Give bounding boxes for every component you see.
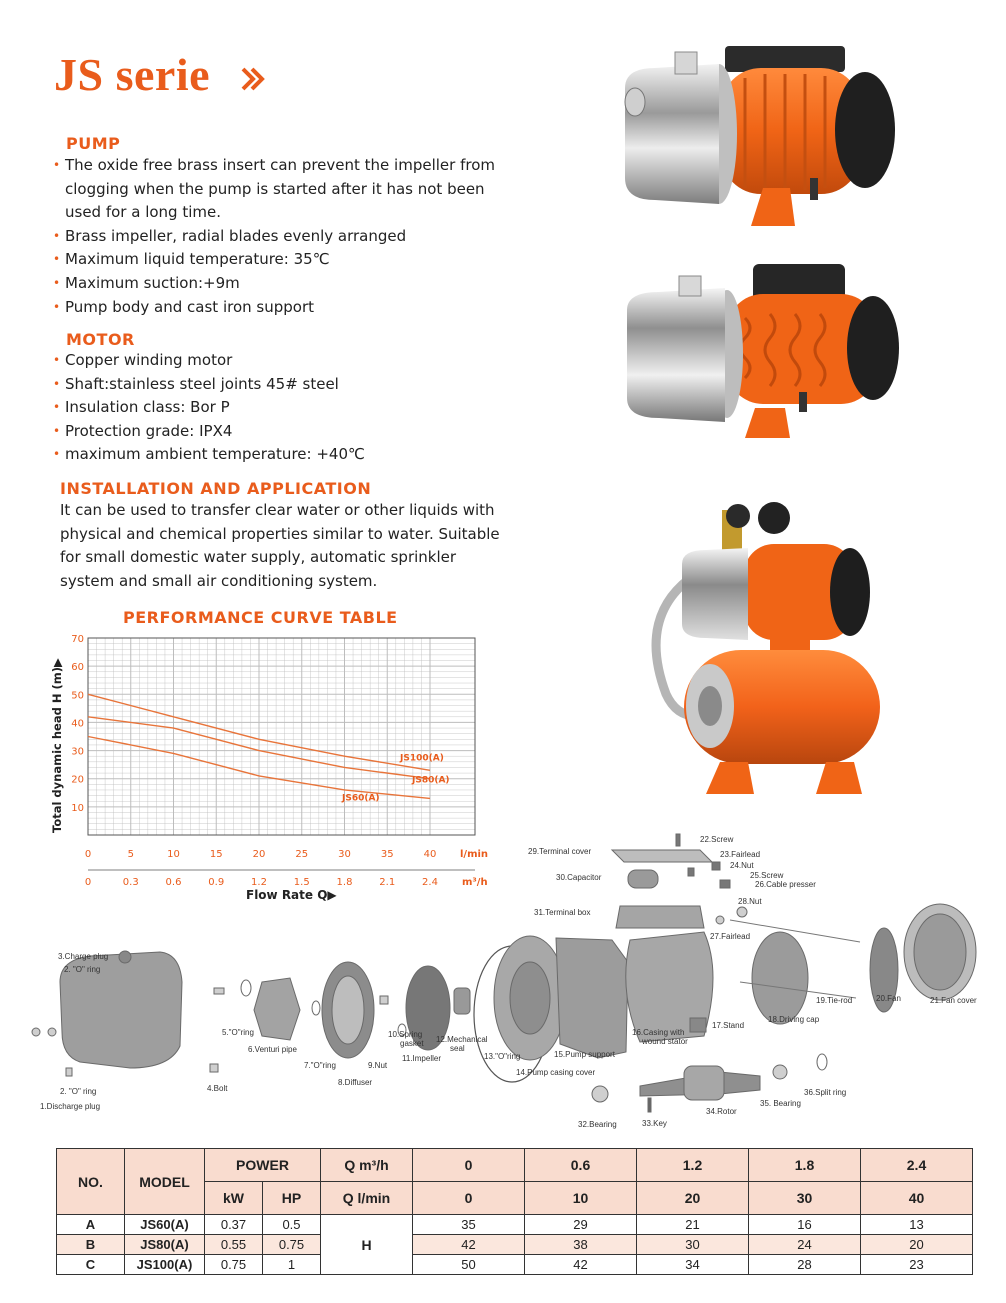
- row-h-value: 16: [749, 1215, 861, 1235]
- part-label: 19.Tie-rod: [816, 996, 853, 1005]
- part-label: 9.Nut: [368, 1061, 388, 1070]
- part-label: wound stator: [642, 1037, 688, 1046]
- part-label: 17.Stand: [712, 1021, 745, 1030]
- part-label: 21.Fan cover: [930, 996, 977, 1005]
- y-tick-label: 30: [71, 746, 84, 758]
- row-h-value: 38: [525, 1235, 637, 1255]
- table-row: [57, 1235, 973, 1255]
- row-model: JS80(A): [125, 1235, 205, 1255]
- row-hp: 1: [263, 1255, 321, 1275]
- part-label: 16.Casing with: [632, 1028, 685, 1037]
- x-tick-label-m3h: 0: [84, 877, 92, 888]
- y-tick-label: 50: [71, 690, 84, 702]
- chart-grid: [88, 638, 475, 835]
- chart-title: PERFORMANCE CURVE TABLE: [123, 608, 398, 627]
- part-label: 4.Bolt: [207, 1084, 228, 1093]
- x-tick-label-lmin: 10: [167, 849, 180, 860]
- table-row: [57, 1255, 973, 1275]
- row-h-value: 50: [413, 1255, 525, 1275]
- chart-frame: [88, 638, 475, 835]
- q-lmin-value: 40: [861, 1182, 973, 1215]
- exploded-parts-diagram: [0, 832, 1006, 1132]
- q-lmin-value: 0: [413, 1182, 525, 1215]
- part-label: 11.Impeller: [402, 1054, 441, 1063]
- header-kw: kW: [205, 1182, 263, 1215]
- y-tick-label: 70: [71, 634, 84, 645]
- header-h: H: [321, 1215, 413, 1275]
- header-power: POWER: [205, 1149, 321, 1182]
- row-h-value: 13: [861, 1215, 973, 1235]
- row-no: B: [57, 1235, 125, 1255]
- x-tick-label-m3h: 0.6: [165, 877, 182, 888]
- y-tick-label: 20: [71, 774, 84, 786]
- x-tick-label-lmin: 20: [252, 849, 266, 860]
- part-label: 5."O"ring: [222, 1028, 254, 1037]
- table-row: [57, 1215, 973, 1235]
- row-h-value: 23: [861, 1255, 973, 1275]
- list-item: • Pump body and cast iron support: [53, 296, 523, 320]
- x-tick-label-m3h: 1.8: [336, 877, 353, 888]
- row-no: A: [57, 1215, 125, 1235]
- list-item-text: used for a long time.: [65, 203, 221, 222]
- row-no: C: [57, 1255, 125, 1275]
- x-tick-label-m3h: 0.3: [122, 877, 139, 888]
- text-line: for small domestic water supply, automatic sprinkler: [60, 548, 457, 567]
- list-item-text: The oxide free brass insert can prevent the impeller from: [65, 156, 495, 174]
- y-tick-label: 60: [71, 662, 84, 674]
- list-item: • Maximum suction:+9m: [53, 272, 523, 296]
- series-label: JS100(A): [400, 753, 444, 764]
- row-h-value: 28: [749, 1255, 861, 1275]
- x-tick-label-lmin: 35: [380, 849, 394, 860]
- part-label: 25.Screw: [750, 871, 784, 880]
- pump-image-1: [615, 38, 905, 238]
- q-m3h-value: 0: [413, 1149, 525, 1182]
- header-hp: HP: [263, 1182, 321, 1215]
- part-label: 29.Terminal cover: [528, 847, 592, 856]
- pump-heading: PUMP: [66, 134, 121, 153]
- header-no: NO.: [57, 1149, 125, 1215]
- x-tick-label-lmin: 0: [84, 849, 92, 860]
- text-line: system and small air conditioning system.: [60, 571, 378, 590]
- part-label: 35. Bearing: [760, 1099, 801, 1108]
- part-label: 14.Pump casing cover: [516, 1068, 596, 1077]
- header-model: MODEL: [125, 1149, 205, 1215]
- row-h-value: 20: [861, 1235, 973, 1255]
- list-item: • Insulation class: Bor P: [53, 396, 523, 420]
- x-tick-label-m3h: 1.5: [293, 877, 310, 888]
- part-label: 27.Fairlead: [710, 932, 751, 941]
- row-h-value: 34: [637, 1255, 749, 1275]
- chart-y-label: Total dynamic head H (m)▶: [50, 658, 64, 833]
- y-tick-label: 10: [71, 802, 84, 814]
- q-m3h-value: 1.8: [749, 1149, 861, 1182]
- part-label: 26.Cable presser: [755, 880, 816, 889]
- row-hp: 0.5: [263, 1215, 321, 1235]
- part-label: 18.Driving cap: [768, 1015, 820, 1024]
- y-tick-label: 40: [71, 718, 84, 730]
- row-h-value: 21: [637, 1215, 749, 1235]
- x-tick-label-lmin: 30: [338, 849, 351, 860]
- part-label: 33.Key: [642, 1119, 667, 1128]
- row-kw: 0.55: [205, 1235, 263, 1255]
- part-label: gasket: [400, 1039, 424, 1048]
- chart-x-label: Flow Rate Q▶: [246, 888, 337, 902]
- list-item: • Copper winding motor: [53, 349, 523, 373]
- q-lmin-value: 30: [749, 1182, 861, 1215]
- part-label: 7."O"ring: [304, 1061, 336, 1070]
- x-tick-label-m3h: 2.4: [422, 877, 438, 888]
- part-label: 32.Bearing: [578, 1120, 617, 1129]
- x-tick-label-m3h: 0.9: [208, 877, 225, 888]
- part-label: 36.Split ring: [804, 1088, 847, 1097]
- row-hp: 0.75: [263, 1235, 321, 1255]
- page-title: JS serie: [54, 49, 211, 100]
- part-label: 28.Nut: [738, 897, 762, 906]
- list-item: • Maximum liquid temperature: 35℃: [53, 248, 523, 272]
- row-h-value: 42: [413, 1235, 525, 1255]
- x-tick-label-lmin: 5: [127, 849, 134, 860]
- row-model: JS100(A): [125, 1255, 205, 1275]
- part-label: 12.Mechanical: [436, 1035, 488, 1044]
- part-label: 24.Nut: [730, 861, 754, 870]
- row-h-value: 24: [749, 1235, 861, 1255]
- list-item-text: clogging when the pump is started after it has not been: [65, 179, 485, 198]
- pump-image-3: [636, 494, 886, 804]
- row-h-value: 29: [525, 1215, 637, 1235]
- part-label: 20.Fan: [876, 994, 901, 1003]
- chart-curves: [88, 694, 450, 803]
- part-label: 22.Screw: [700, 835, 734, 844]
- part-label: 8.Diffuser: [338, 1078, 373, 1087]
- q-lmin-value: 20: [637, 1182, 749, 1215]
- part-label: 23.Fairlead: [720, 850, 761, 859]
- spec-table: [56, 1148, 973, 1275]
- header-q-lmin: Q l/min: [321, 1182, 413, 1215]
- q-lmin-value: 10: [525, 1182, 637, 1215]
- installation-heading: INSTALLATION AND APPLICATION: [60, 479, 372, 498]
- text-line: It can be used to transfer clear water or other liquids with: [60, 501, 495, 519]
- x-tick-label-m3h: 1.2: [251, 877, 267, 888]
- list-item: • Protection grade: IPX4: [53, 420, 523, 444]
- row-kw: 0.37: [205, 1215, 263, 1235]
- motor-features: [53, 349, 523, 467]
- pump-features: [53, 154, 523, 319]
- q-m3h-value: 0.6: [525, 1149, 637, 1182]
- row-h-value: 30: [637, 1235, 749, 1255]
- part-label: 10.Spring: [388, 1030, 423, 1039]
- header-q-m3h: Q m³/h: [321, 1149, 413, 1182]
- installation-text: [60, 499, 520, 593]
- part-label: 31.Terminal box: [534, 908, 591, 917]
- row-model: JS60(A): [125, 1215, 205, 1235]
- x-unit-lmin: l/min: [460, 849, 489, 860]
- series-label: JS80(A): [412, 775, 450, 786]
- x-tick-label-lmin: 40: [423, 849, 437, 860]
- part-label: 6.Venturi pipe: [248, 1045, 297, 1054]
- series-label: JS60(A): [342, 793, 380, 804]
- list-item: • maximum ambient temperature: +40℃: [53, 443, 523, 467]
- double-chevron-icon: [240, 66, 266, 92]
- list-item: • Brass impeller, radial blades evenly arranged: [53, 225, 523, 249]
- pump-image-2: [615, 258, 905, 448]
- part-label: 2. "O" ring: [64, 965, 101, 974]
- part-label: seal: [450, 1044, 465, 1053]
- x-tick-label-lmin: 25: [295, 849, 309, 860]
- part-label: 15.Pump support: [554, 1050, 615, 1059]
- part-label: 3.Charge plug: [58, 952, 109, 961]
- x-unit-m3h: m³/h: [462, 877, 488, 888]
- motor-heading: MOTOR: [66, 330, 135, 349]
- part-label: 13."O"ring: [484, 1052, 521, 1061]
- list-item: • Shaft:stainless steel joints 45# steel: [53, 373, 523, 397]
- part-label: 1.Discharge plug: [40, 1102, 101, 1111]
- part-label: 30.Capacitor: [556, 873, 602, 882]
- list-item: [53, 154, 523, 225]
- part-label: 34.Rotor: [706, 1107, 737, 1116]
- x-tick-label-m3h: 2.1: [379, 877, 396, 888]
- q-m3h-value: 2.4: [861, 1149, 973, 1182]
- x-tick-label-lmin: 15: [209, 849, 223, 860]
- q-m3h-value: 1.2: [637, 1149, 749, 1182]
- part-label: 2. "O" ring: [60, 1087, 97, 1096]
- row-h-value: 35: [413, 1215, 525, 1235]
- row-h-value: 42: [525, 1255, 637, 1275]
- row-kw: 0.75: [205, 1255, 263, 1275]
- text-line: physical and chemical properties similar to water. Suitable: [60, 524, 500, 543]
